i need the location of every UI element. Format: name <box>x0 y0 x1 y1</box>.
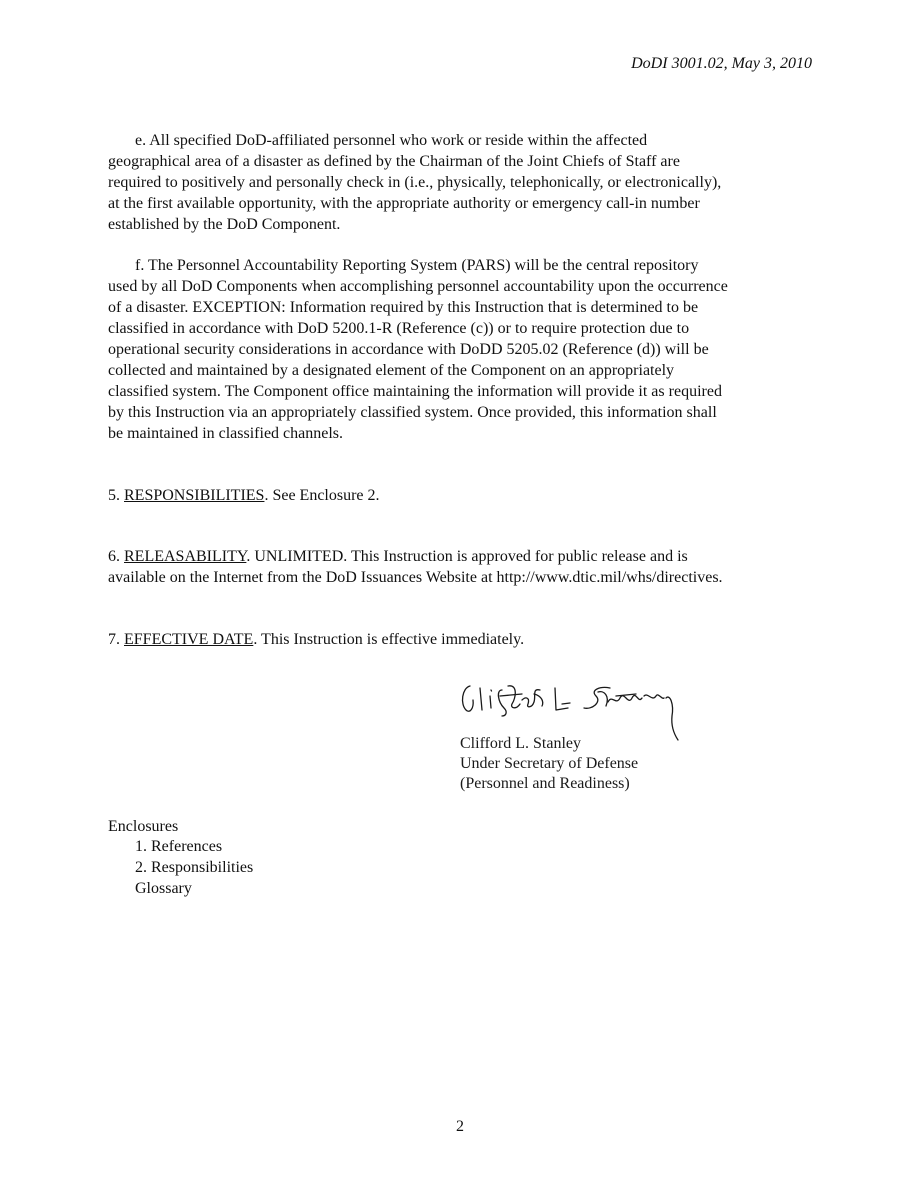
section-heading: EFFECTIVE DATE <box>124 631 254 648</box>
enclosures-heading: Enclosures <box>108 818 179 835</box>
section-6-line-2: available on the Internet from the DoD Issuances Website at http://www.dtic.mil/whs/directives. <box>108 569 723 586</box>
paragraph-line: e. All specified DoD-affiliated personnel who work or reside within the affected <box>135 132 648 149</box>
signer-title: Under Secretary of Defense <box>460 755 639 772</box>
paragraph-line: operational security considerations in accordance with DoDD 5205.02 (Reference (d)) will be <box>108 341 709 358</box>
page-number: 2 <box>456 1118 464 1135</box>
paragraph-line: be maintained in classified channels. <box>108 425 344 442</box>
enclosure-item: 1. References <box>135 838 223 855</box>
signature-block <box>460 676 720 796</box>
running-header: DoDI 3001.02, May 3, 2010 <box>631 55 812 72</box>
paragraph-line: f. The Personnel Accountability Reporting System (PARS) will be the central repository <box>135 257 699 274</box>
paragraph-line: geographical area of a disaster as defined by the Chairman of the Joint Chiefs of Staff are <box>108 153 680 170</box>
section-6-releasability <box>108 546 688 567</box>
section-heading: RESPONSIBILITIES <box>124 487 265 504</box>
paragraph-line: classified system. The Component office maintaining the information will provide it as required <box>108 383 722 400</box>
section-number: 5. <box>108 487 124 504</box>
section-5-responsibilities <box>108 485 380 506</box>
section-text: . UNLIMITED. This Instruction is approved for public release and is <box>246 548 688 565</box>
section-7-effective-date <box>108 629 524 650</box>
enclosure-item: Glossary <box>135 880 192 897</box>
section-text: . This Instruction is effective immediately. <box>253 631 525 648</box>
signer-name: Clifford L. Stanley <box>460 735 582 752</box>
paragraph-line: required to positively and personally check in (i.e., physically, telephonically, or electronically), <box>108 174 722 191</box>
paragraph-line: of a disaster. EXCEPTION: Information required by this Instruction that is determined to be <box>108 299 699 316</box>
paragraph-line: by this Instruction via an appropriately classified system. Once provided, this information shall <box>108 404 717 421</box>
paragraph-line: classified in accordance with DoD 5200.1-R (Reference (c)) or to require protection due to <box>108 320 690 337</box>
paragraph-line: established by the DoD Component. <box>108 216 341 233</box>
paragraph-line: collected and maintained by a designated element of the Component on an appropriately <box>108 362 675 379</box>
section-text: . See Enclosure 2. <box>264 487 380 504</box>
section-number: 7. <box>108 631 124 648</box>
paragraph-line: at the first available opportunity, with the appropriate authority or emergency call-in number <box>108 195 700 212</box>
section-heading: RELEASABILITY <box>124 548 247 565</box>
signer-office: (Personnel and Readiness) <box>460 775 630 792</box>
paragraph-line: used by all DoD Components when accomplishing personnel accountability upon the occurrence <box>108 278 728 295</box>
section-number: 6. <box>108 548 124 565</box>
handwritten-signature <box>460 676 690 741</box>
enclosure-item: 2. Responsibilities <box>135 859 254 876</box>
